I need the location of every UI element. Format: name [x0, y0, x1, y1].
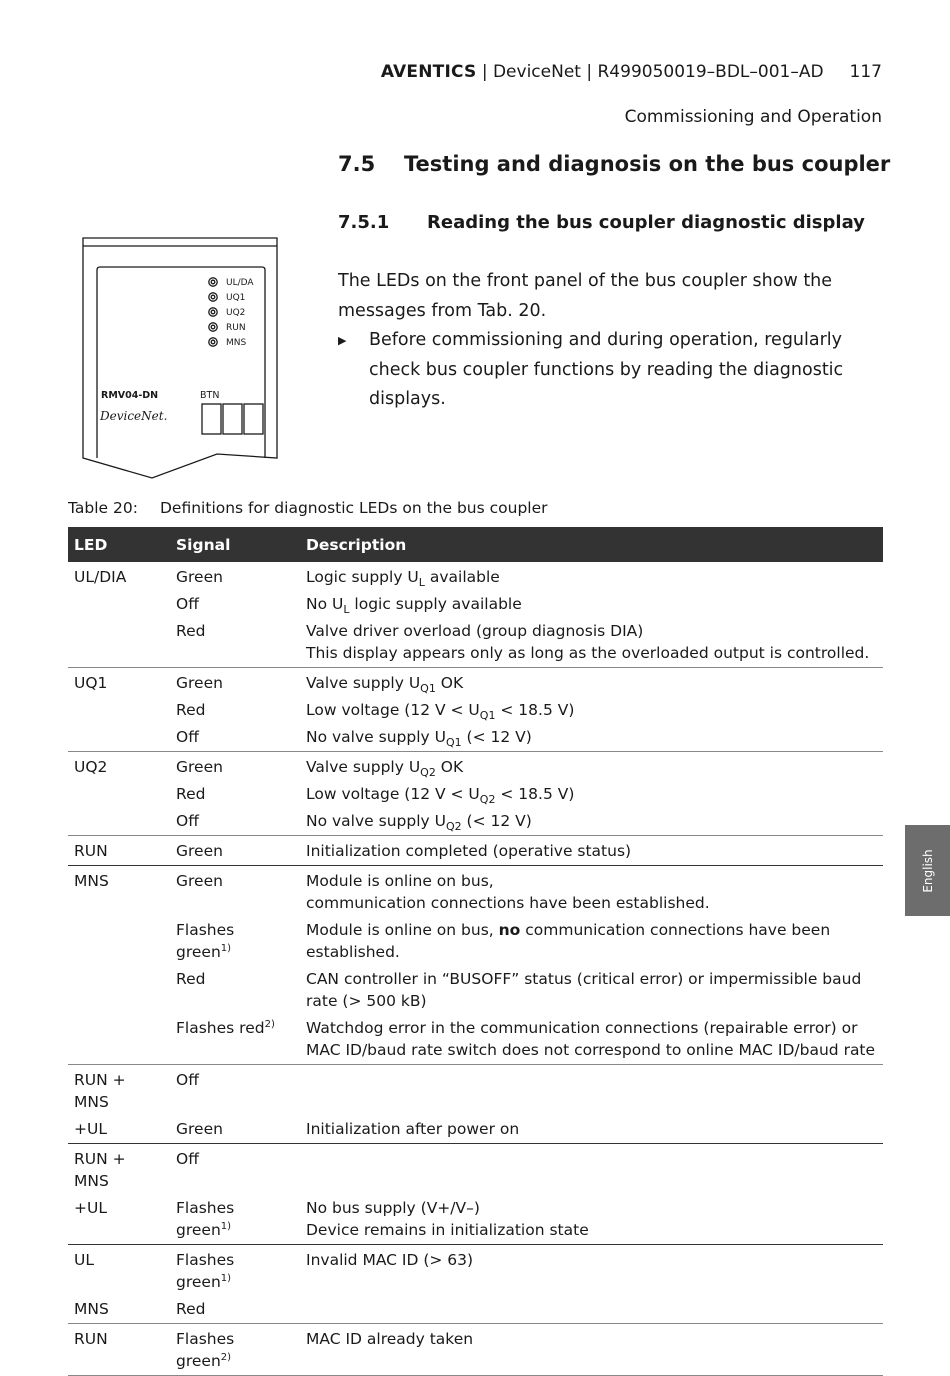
table-row [68, 917, 883, 966]
signal-text: Green [176, 674, 223, 692]
signal-text: Red [176, 622, 206, 640]
description-cell [300, 917, 883, 966]
description-note: This display appears only as long as the overloaded output is controlled. [306, 644, 870, 662]
description-text: (< 12 V) [461, 812, 532, 830]
chapter-title: Commissioning and Operation [624, 107, 882, 127]
description-text: communication connections have been established. [306, 921, 831, 961]
brand-name: AVENTICS [380, 62, 477, 82]
description-cell [300, 1245, 883, 1297]
signal-text: Red [176, 1300, 206, 1318]
subsection-number: 7.5.1 [338, 212, 390, 233]
signal-cell [170, 836, 300, 866]
signal-cell [170, 724, 300, 752]
signal-text: Off [176, 1150, 199, 1168]
table-row-group [68, 1065, 883, 1144]
description-text: Module is online on bus, [306, 872, 494, 890]
device-button [223, 404, 242, 434]
table-row [68, 1296, 883, 1324]
led-cell: +UL [68, 1116, 170, 1144]
description-cell [300, 781, 883, 808]
button-label: BTN [200, 390, 220, 401]
footnote-marker: 2) [220, 1352, 232, 1363]
subscript: Q1 [420, 682, 436, 695]
description-text: available [424, 568, 500, 586]
description-text: Valve driver overload (group diagnosis DIA) [306, 622, 644, 640]
subsection-heading [338, 212, 865, 233]
description-cell [300, 752, 883, 782]
table-row [68, 1324, 883, 1376]
signal-cell [170, 808, 300, 836]
section-title: Testing and diagnosis on the bus coupler [404, 152, 891, 176]
signal-cell [170, 591, 300, 618]
description-text: (< 12 V) [461, 728, 532, 746]
led-cell [68, 618, 170, 668]
signal-text: Flashes green [176, 1330, 235, 1370]
signal-text: Off [176, 812, 199, 830]
device-model: RMV04-DN [101, 390, 159, 401]
description-text: < 18.5 V) [495, 701, 575, 719]
table-row [68, 1015, 883, 1065]
table-row [68, 966, 883, 1015]
led-cell: MNS [68, 1296, 170, 1324]
description-text: No bus supply (V+/V–) [306, 1199, 480, 1217]
led-cell: MNS [74, 872, 109, 890]
led-cell: RUN + MNS [74, 1071, 126, 1111]
description-cell [300, 562, 883, 591]
description-cell [300, 808, 883, 836]
subscript: Q2 [479, 793, 496, 806]
description-cell [300, 1195, 883, 1245]
table-caption [68, 499, 548, 517]
led-label: RUN [226, 323, 246, 333]
subscript: L [418, 576, 425, 589]
signal-text: Red [176, 701, 206, 719]
led-cell: +UL [68, 1195, 170, 1245]
led-cell: UQ1 [74, 674, 108, 692]
emphasis-text: no [498, 921, 521, 939]
signal-cell [170, 1324, 300, 1376]
signal-cell [170, 752, 300, 782]
description-cell [300, 618, 883, 668]
description-text: Watchdog error in the communication connections (repairable error) or MAC ID/baud rate switch does not correspond to online MAC ID/baud rate [306, 1019, 876, 1059]
subscript: Q1 [479, 709, 496, 722]
signal-text: Flashes green [176, 1199, 235, 1239]
led-cell [68, 1015, 170, 1065]
footnote-marker: 2) [264, 1019, 275, 1030]
signal-cell [170, 1245, 300, 1297]
description-cell [300, 866, 883, 918]
table-row [68, 562, 883, 591]
signal-text: Off [176, 728, 199, 746]
running-header [381, 62, 882, 82]
table-row [68, 591, 883, 618]
signal-text: Off [176, 595, 199, 613]
led-cell: UL/DIA [74, 568, 127, 586]
page-number: 117 [849, 62, 882, 82]
led-label: UL/DA [226, 278, 254, 288]
led-cell [68, 966, 170, 1015]
description-cell [300, 966, 883, 1015]
product-name: DeviceNet [492, 62, 581, 82]
led-label: MNS [226, 338, 247, 348]
description-text: Initialization after power on [306, 1120, 520, 1138]
subscript: Q2 [420, 766, 436, 779]
table-row-group [68, 1144, 883, 1245]
signal-cell [170, 866, 300, 918]
led-cell [68, 591, 170, 618]
subscript: Q2 [445, 820, 462, 833]
table-row-group [68, 836, 883, 866]
table-row [68, 836, 883, 866]
led-label: UQ2 [226, 308, 246, 318]
column-header-led: LED [68, 527, 170, 562]
signal-text: Green [176, 568, 223, 586]
description-text: CAN controller in “BUSOFF” status (critical error) or impermissible baud rate (> 500 kB) [306, 970, 862, 1010]
description-text: Low voltage (12 V < U [306, 701, 480, 719]
table-row [68, 866, 883, 918]
language-side-tab [905, 825, 950, 916]
description-cell [300, 668, 883, 698]
table-row [68, 697, 883, 724]
description-cell [300, 1144, 883, 1196]
table-row [68, 1245, 883, 1297]
description-cell [300, 1116, 883, 1144]
table-header-row [68, 527, 883, 562]
table-row [68, 808, 883, 836]
signal-cell [170, 1065, 300, 1117]
description-note: communication connections have been established. [306, 894, 710, 912]
signal-cell [170, 562, 300, 591]
table-row-group [68, 866, 883, 1065]
footnote-marker: 1) [220, 1221, 232, 1232]
table-row-group [68, 1324, 883, 1376]
description-cell [300, 1324, 883, 1376]
table-row-group [68, 752, 883, 836]
section-heading [338, 152, 890, 176]
led-cell: RUN [68, 836, 170, 866]
description-text: OK [435, 758, 464, 776]
table-row-group [68, 668, 883, 752]
led-cell [68, 724, 170, 752]
description-text: < 18.5 V) [495, 785, 575, 803]
description-text: No U [306, 595, 344, 613]
bullet-text: Before commissioning and during operation, regularly check bus coupler functions by reading the diagnostic displays. [369, 330, 844, 409]
table-row [68, 668, 883, 698]
description-text: Low voltage (12 V < U [306, 785, 480, 803]
table-row-group [68, 562, 883, 668]
description-text: Valve supply U [306, 674, 421, 692]
table-row [68, 781, 883, 808]
signal-cell [170, 618, 300, 668]
header-separator: | [580, 62, 598, 82]
footnote-marker: 1) [220, 943, 232, 954]
footnote-marker: 1) [220, 1273, 232, 1284]
description-text: No valve supply U [306, 812, 446, 830]
table-caption-label: Table 20: [68, 499, 138, 517]
column-header-description: Description [300, 527, 883, 562]
description-text: No valve supply U [306, 728, 446, 746]
column-header-signal: Signal [170, 527, 300, 562]
led-cell [68, 917, 170, 966]
signal-text: Flashes green [176, 1251, 235, 1291]
signal-cell [170, 781, 300, 808]
description-text: Invalid MAC ID (> 63) [306, 1251, 474, 1269]
signal-text: Green [176, 842, 223, 860]
signal-cell [170, 1144, 300, 1196]
signal-cell [170, 966, 300, 1015]
description-cell [300, 1065, 883, 1117]
description-text: OK [435, 674, 464, 692]
description-cell [300, 1296, 883, 1324]
subsection-title: Reading the bus coupler diagnostic display [427, 212, 865, 233]
signal-text: Green [176, 758, 223, 776]
led-cell [68, 781, 170, 808]
led-cell: UL [74, 1251, 94, 1269]
device-housing [83, 238, 277, 478]
signal-cell [170, 1116, 300, 1144]
signal-text: Red [176, 970, 206, 988]
signal-cell [170, 697, 300, 724]
devicenet-logo: DeviceNet. [100, 409, 168, 423]
led-cell [68, 808, 170, 836]
signal-cell [170, 1195, 300, 1245]
intro-block [338, 267, 883, 415]
section-number: 7.5 [338, 152, 376, 176]
signal-cell [170, 1296, 300, 1324]
description-text: Module is online on bus, [306, 921, 499, 939]
table-row-group [68, 1245, 883, 1324]
led-cell [68, 697, 170, 724]
table-header [68, 527, 883, 562]
header-separator: | [476, 62, 493, 82]
signal-cell [170, 1015, 300, 1065]
signal-text: Flashes red [176, 1019, 265, 1037]
description-cell [300, 591, 883, 618]
table-row [68, 1195, 883, 1245]
language-label: English [920, 848, 935, 893]
description-text: Valve supply U [306, 758, 421, 776]
description-cell [300, 836, 883, 866]
table-row [68, 724, 883, 752]
bus-coupler-illustration [80, 236, 280, 481]
led-cell: RUN + MNS [74, 1150, 126, 1190]
device-button [244, 404, 263, 434]
signal-text: Off [176, 1071, 199, 1089]
subscript: Q1 [445, 736, 462, 749]
signal-text: Green [176, 1120, 223, 1138]
table-row [68, 752, 883, 782]
table-row [68, 1065, 883, 1117]
signal-text: Flashes green [176, 921, 235, 961]
table-caption-text: Definitions for diagnostic LEDs on the bus coupler [160, 499, 548, 517]
signal-cell [170, 668, 300, 698]
diagnostic-led-table [68, 527, 883, 1376]
bullet-arrow-icon: ▶ [338, 334, 347, 347]
description-text: Initialization completed (operative status) [306, 842, 632, 860]
led-indicators [209, 278, 217, 346]
description-cell [300, 1015, 883, 1065]
table-row [68, 618, 883, 668]
led-cell: UQ2 [74, 758, 108, 776]
signal-cell [170, 917, 300, 966]
description-text: Logic supply U [306, 568, 419, 586]
doc-number: R499050019–BDL–001–AD [597, 62, 824, 82]
description-text: logic supply available [349, 595, 522, 613]
device-button [202, 404, 221, 434]
led-label: UQ1 [226, 293, 246, 303]
led-cell: RUN [68, 1324, 170, 1376]
description-note: Device remains in initialization state [306, 1221, 589, 1239]
instruction-bullet [338, 326, 883, 415]
description-text: MAC ID already taken [306, 1330, 474, 1348]
intro-paragraph: The LEDs on the front panel of the bus coupler show the messages from Tab. 20. [338, 271, 833, 321]
description-cell [300, 724, 883, 752]
table-row [68, 1116, 883, 1144]
table-row [68, 1144, 883, 1196]
signal-text: Green [176, 872, 223, 890]
signal-text: Red [176, 785, 206, 803]
description-cell [300, 697, 883, 724]
subscript: L [343, 603, 350, 616]
